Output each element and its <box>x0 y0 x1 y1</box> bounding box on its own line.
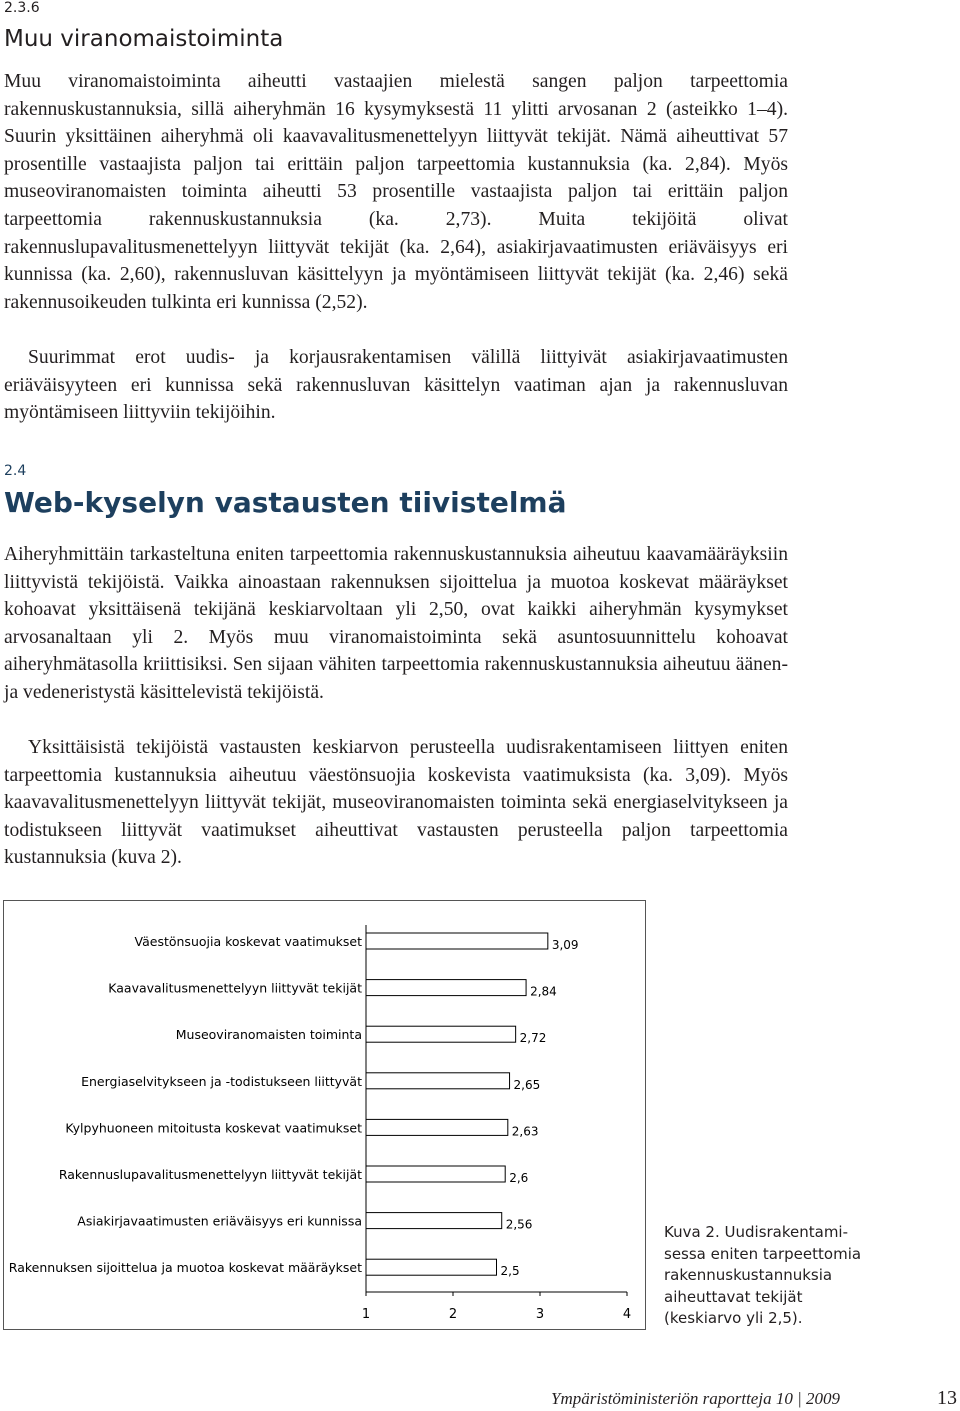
footer-series: Ympäristöministeriön raportteja 10 | 2009 <box>551 1389 840 1408</box>
value-label: 2,84 <box>530 984 557 999</box>
category-label: Rakennuslupavalitusmenettelyyn liittyvät tekijät <box>58 1167 362 1182</box>
category-label: Museoviranomaisten toiminta <box>175 1027 362 1043</box>
x-tick-label: 1 <box>361 1307 371 1322</box>
summary-title: Web-kyselyn vastausten tiivistelmä <box>4 486 567 519</box>
value-label: 2,65 <box>513 1077 541 1092</box>
section-paragraph-2: Suurimmat erot uudis- ja korjausrakentamisen välillä liittyivät asiakirjavaatimusten eriäväisyyteen eri kunnissa sekä rakennusluvan käsittelyn vaatiman ajan ja rakennusluvan myöntämiseen liittyviin tekijöihin. <box>4 347 788 424</box>
value-label: 2,63 <box>511 1124 539 1139</box>
bar <box>366 980 526 996</box>
value-label: 2,72 <box>519 1031 547 1046</box>
section-number: 2.3.6 <box>4 0 40 16</box>
caption-line: aiheuttavat tekijät <box>664 1287 803 1306</box>
bar <box>366 1026 516 1042</box>
x-tick-label: 4 <box>622 1307 632 1322</box>
bar <box>366 1166 505 1182</box>
category-label: Kylpyhuoneen mitoitusta koskevat vaatimukset <box>65 1120 362 1136</box>
caption-line: rakennuskustannuksia <box>664 1266 833 1284</box>
bar <box>366 933 548 949</box>
bar <box>366 1119 508 1135</box>
value-label: 3,09 <box>551 938 579 952</box>
value-label: 2,56 <box>505 1217 533 1232</box>
category-label: Rakennuksen sijoittelua ja muotoa koskevat määräykset <box>8 1260 362 1276</box>
x-tick-label: 3 <box>535 1307 545 1322</box>
category-label: Väestönsuojia koskevat vaatimukset <box>134 934 362 949</box>
category-label: Asiakirjavaatimusten eriäväisyys eri kunnissa <box>77 1213 362 1229</box>
category-label: Energiaselvitykseen ja -todistukseen liittyvät <box>81 1073 362 1089</box>
figure-caption <box>664 1222 884 1330</box>
category-label: Kaavavalitusmenettelyyn liittyvät tekijät <box>108 980 362 996</box>
caption-line: sessa eniten tarpeettomia <box>664 1244 862 1263</box>
page-number: 13 <box>937 1387 957 1409</box>
summary-paragraph-2: Yksittäisistä tekijöistä vastausten keskiarvon perusteella uudisrakentamiseen liittyen eniten tarpeettomia kustannuksia aiheutuu väestönsuojia koskevista vaatimuksista (ka. 3,09). Myös kaavavalitusmenettelyyn liittyvät tekijät, museoviranomaisten toiminta sekä energiaselvitykseen ja todistukseen liittyvät vaatimukset aiheuttivat vastausten perusteella paljon tarpeettomia kustannuksia (kuva 2). <box>4 737 788 869</box>
bar <box>366 1073 510 1089</box>
caption-line: Kuva 2. Uudisrakentami- <box>664 1223 849 1241</box>
bar <box>366 1213 502 1229</box>
value-label: 2,5 <box>500 1264 520 1279</box>
section-paragraph-1: Muu viranomaistoiminta aiheutti vastaajien mielestä sangen paljon tarpeettomia rakennuskustannuksia, sillä aiheryhmän 16 kysymyksestä 11 ylitti arvosanan 2 (asteikko 1–4). Suurin yksittäinen aiheryhmä oli kaavavalitusmenettelyyn liittyvät tekijät. Nämä aiheuttivat 57 prosentille vastaajista paljon tai erittäin paljon tarpeettomia kustannuksia (ka. 2,84). Myös museoviranomaisten toiminta aiheutti 53 prosentille vastaajista paljon tai erittäin paljon tarpeettomia rakennuskustannuksia (ka. 2,73). Muita tekijöitä olivat rakennuslupavalitusmenettelyyn liittyvät tekijät (ka. 2,64), asiakirjavaatimusten eriäväisyys eri kunnissa (ka. 2,60), rakennusluvan käsittelyyn ja myöntämiseen liittyvät tekijät (ka. 2,46) sekä rakennusoikeuden tulkinta eri kunnissa (2,52). <box>4 71 788 313</box>
value-label: 2,6 <box>509 1171 529 1185</box>
summary-number: 2.4 <box>4 463 27 479</box>
x-tick-label: 2 <box>448 1307 458 1322</box>
caption-line: (keskiarvo yli 2,5). <box>664 1309 803 1327</box>
section-title: Muu viranomaistoiminta <box>4 26 284 52</box>
bar <box>366 1259 497 1275</box>
summary-paragraph-1: Aiheryhmittäin tarkasteltuna eniten tarpeettomia rakennuskustannuksia aiheutuu kaavamääräyksiin liittyvistä tekijöistä. Vaikka ainoastaan rakennuksen sijoittelua ja muotoa koskevat määräykset kohoavat yksittäisenä tekijänä keskiarvoltaan yli 2,50, ovat kaikki aiheryhmän kysymykset arvosanaltaan yli 2. Myös muu viranomaistoiminta sekä asuntosuunnittelu kohoavat aiheryhmätasolla kriittisiksi. Sen sijaan vähiten tarpeettomia rakennuskustannuksia aiheutuu äänen- ja vedeneristystä käsittelevistä tekijöistä. <box>4 544 788 703</box>
